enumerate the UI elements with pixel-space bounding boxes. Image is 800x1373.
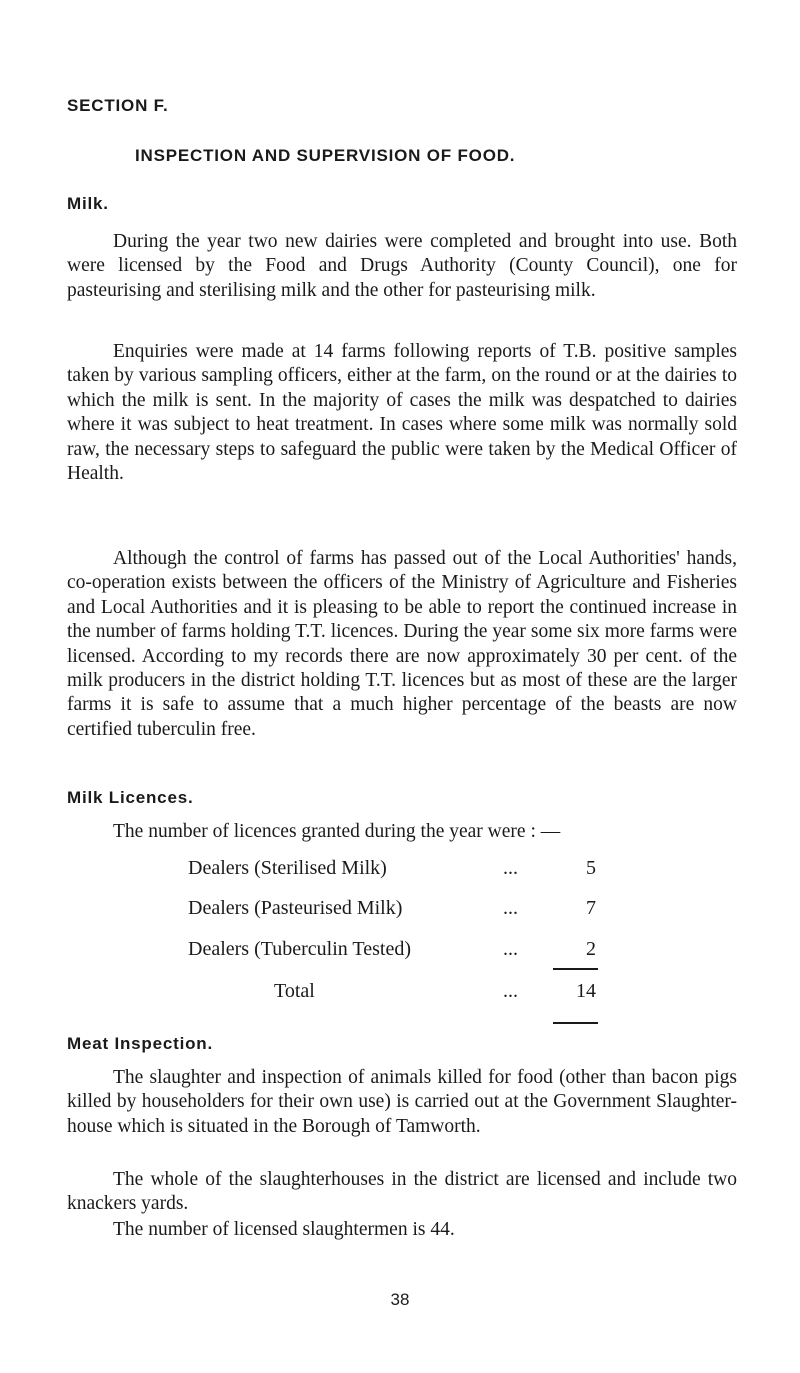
leader-dots: ... [503, 857, 518, 879]
licence-count: 2 [586, 938, 596, 960]
leader-dots: ... [503, 938, 518, 960]
page-number: 38 [390, 1290, 410, 1309]
milk-paragraph-3: Although the control of farms has passed out of the Local Authorities' hands, co-operation exists between the officers of the Ministry of Agriculture and Fisheries and Local Authorities and it is pleasing to be able to report the continued increase in the number of farms holding T.T. licences. During the year some six more farms were licensed. According to my records there are now approximately 30 per cent. of the milk producers in the district holding T.T. licences but as most of these are the larger farms it is safe to assume that a much higher percentage of the beasts are now certified tuberculin free. [67, 548, 737, 740]
licence-row [188, 938, 608, 964]
licence-label: Dealers (Pasteurised Milk) [188, 897, 403, 919]
leader-dots: ... [503, 980, 518, 1002]
meat-paragraph-2: The whole of the slaughterhouses in the district are licensed and include two knackers yards. [67, 1169, 737, 1215]
licence-total-row [188, 980, 608, 1006]
licence-count: 7 [586, 897, 596, 919]
meat-paragraph-3: The number of licensed slaughtermen is 44. [113, 1219, 455, 1240]
page-title: INSPECTION AND SUPERVISION OF FOOD. [135, 146, 516, 165]
total-rule-bottom [553, 1022, 598, 1024]
section-label: SECTION F. [67, 96, 169, 115]
total-rule-top [553, 968, 598, 970]
licence-count: 5 [586, 857, 596, 879]
leader-dots: ... [503, 897, 518, 919]
licence-row [188, 857, 608, 883]
milk-licences-intro: The number of licences granted during the year were : — [113, 821, 561, 842]
licence-row [188, 897, 608, 923]
licence-label: Dealers (Tuberculin Tested) [188, 938, 411, 960]
licence-label: Dealers (Sterilised Milk) [188, 857, 387, 879]
total-label: Total [274, 980, 315, 1002]
milk-paragraph-2: Enquiries were made at 14 farms following reports of T.B. positive samples taken by various sampling officers, either at the farm, on the round or at the dairies to which the milk is sent. In the majority of cases the milk was despatched to dairies where it was subject to heat treatment. In cases where some milk was normally sold raw, the necessary steps to safeguard the public were taken by the Medical Officer of Health. [67, 341, 737, 485]
meat-paragraph-1: The slaughter and inspection of animals killed for food (other than bacon pigs killed by householders for their own use) is carried out at the Government Slaughter-house which is situated in the Borough of Tamworth. [67, 1067, 737, 1137]
milk-heading: Milk. [67, 194, 109, 213]
milk-licences-heading: Milk Licences. [67, 788, 194, 807]
total-count: 14 [576, 980, 596, 1002]
milk-paragraph-1: During the year two new dairies were completed and brought into use. Both were licensed by the Food and Drugs Authority (County Council), one for pasteurising and sterilising milk and the other for pasteurising milk. [67, 231, 737, 301]
meat-heading: Meat Inspection. [67, 1034, 213, 1053]
